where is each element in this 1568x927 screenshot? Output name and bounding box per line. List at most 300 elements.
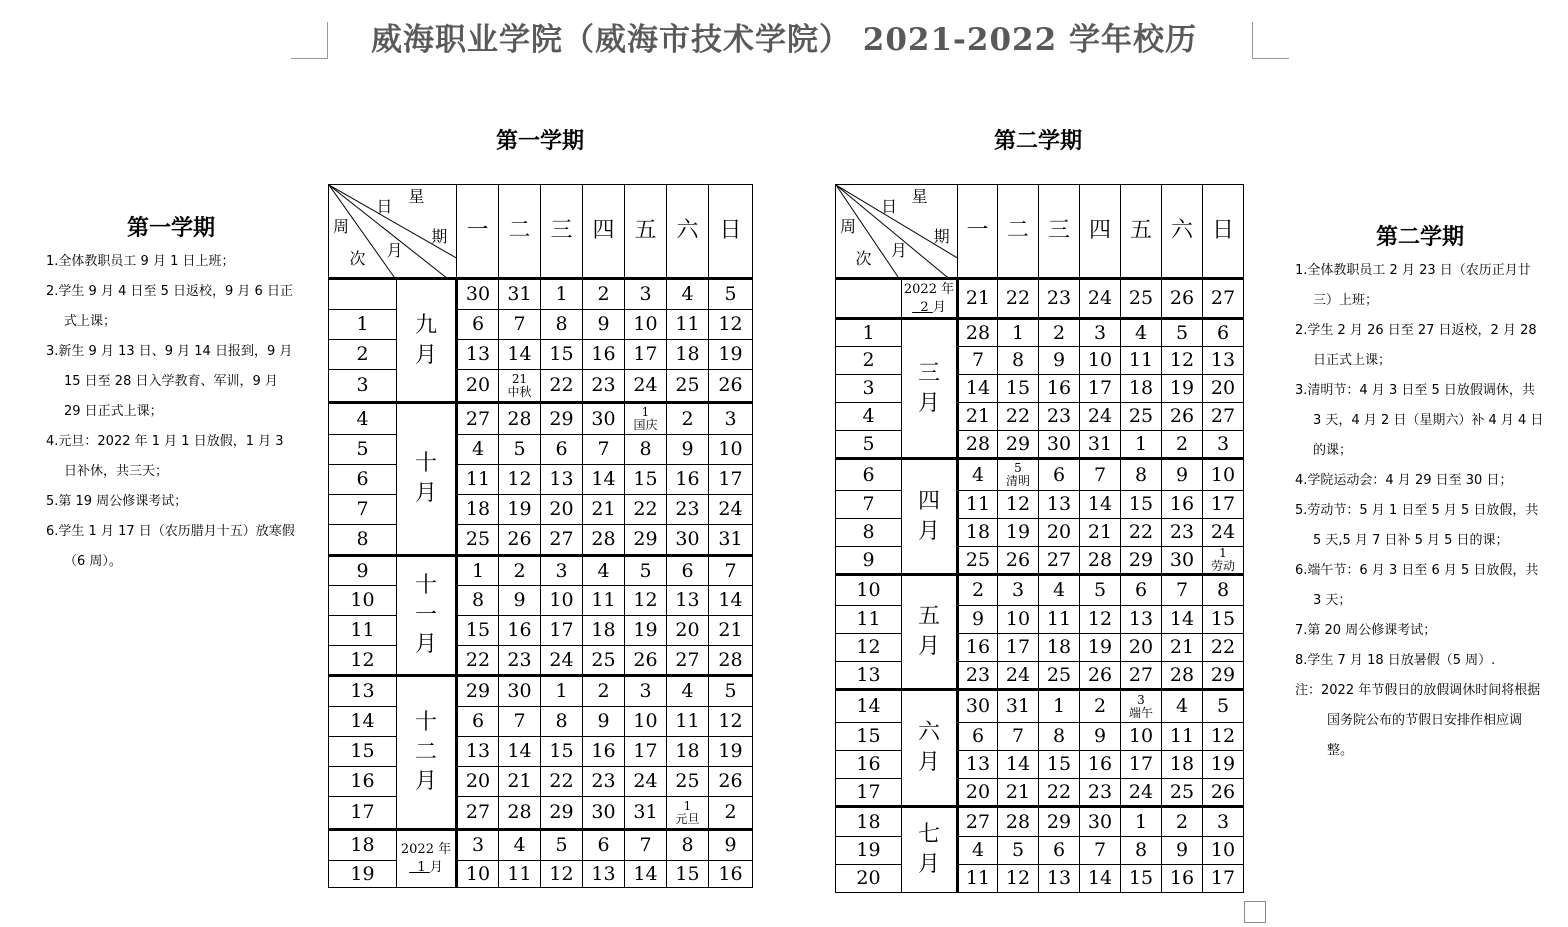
- semester-1-notes: [46, 213, 296, 577]
- table-row: [836, 837, 1244, 865]
- day-cell: 5: [499, 435, 541, 465]
- day-cell: 18: [1039, 634, 1080, 662]
- day-cell: 11: [667, 707, 709, 737]
- note-item: 4.元旦：2022 年 1 月 1 日放假，1 月 3 日补休，共三天；: [46, 434, 284, 479]
- week-number: 7: [836, 491, 902, 519]
- day-cell: 6: [457, 310, 499, 340]
- month-name: 三月: [918, 360, 941, 416]
- weekday-header: 三: [541, 185, 583, 279]
- day-cell: 31: [709, 525, 753, 556]
- table-row: [836, 575, 1244, 606]
- month-label: [902, 575, 958, 690]
- day-cell: 7: [583, 435, 625, 465]
- week-number: 17: [836, 779, 902, 807]
- table-row: [329, 676, 753, 707]
- month-label: [397, 830, 457, 888]
- week-number: 14: [836, 690, 902, 723]
- day-cell: 12: [998, 865, 1039, 893]
- table-row: [329, 797, 753, 830]
- weekday-header: 六: [1162, 185, 1203, 279]
- day-cell: 28: [998, 807, 1039, 837]
- week-number: 1: [836, 319, 902, 347]
- day-cell: 11: [457, 465, 499, 495]
- day-cell: 16: [583, 340, 625, 370]
- day-cell: 28: [583, 525, 625, 556]
- week-number: 2: [836, 347, 902, 375]
- day-cell: 6: [667, 556, 709, 586]
- day-cell: 4: [667, 676, 709, 707]
- day-cell: 3: [625, 676, 667, 707]
- day-cell: 22: [998, 403, 1039, 431]
- day-cell: 15: [541, 737, 583, 767]
- weekday-header: 六: [667, 185, 709, 279]
- day-cell: 10: [625, 707, 667, 737]
- day-cell: 26: [998, 547, 1039, 575]
- day-cell: 24: [541, 646, 583, 676]
- day-cell: 14: [499, 737, 541, 767]
- day-cell: 22: [1203, 634, 1244, 662]
- day-cell: 14: [499, 340, 541, 370]
- note-item: 6.学生 1 月 17 日（农历腊月十五）放寒假（6 周）。: [46, 524, 295, 569]
- week-number: 13: [329, 676, 397, 707]
- weekday-header: 四: [1080, 185, 1121, 279]
- day-cell: 20: [1039, 519, 1080, 547]
- day-cell: 5: [541, 830, 583, 861]
- day-cell: 10: [1080, 347, 1121, 375]
- day-cell: 19: [1203, 751, 1244, 779]
- semester-1-calendar: [328, 184, 753, 888]
- day-cell: 7: [1162, 575, 1203, 606]
- day-cell: 30: [1080, 807, 1121, 837]
- month-name: 十二月: [415, 709, 438, 795]
- day-cell: 9: [709, 830, 753, 861]
- day-cell: 2: [709, 797, 753, 830]
- weekday-header: 一: [958, 185, 998, 279]
- day-cell: 21: [1162, 634, 1203, 662]
- day-cell: 13: [958, 751, 998, 779]
- day-cell: 3: [541, 556, 583, 586]
- page-corner-marker: [1244, 901, 1266, 923]
- day-cell: 24: [1121, 779, 1162, 807]
- day-cell: 19: [709, 340, 753, 370]
- day-cell: 14: [583, 465, 625, 495]
- day-cell: 3: [998, 575, 1039, 606]
- day-cell: 8: [1203, 575, 1244, 606]
- weekday-header: 二: [998, 185, 1039, 279]
- day-cell: 19: [1162, 375, 1203, 403]
- week-number: 11: [329, 616, 397, 646]
- month-name: 七月: [918, 822, 941, 877]
- note-item: 3.新生 9 月 13 日、9 月 14 日报到，9 月 15 日至 28 日入学教育、军训，9 月 29 日正式上课；: [46, 344, 293, 419]
- day-cell: 26: [709, 767, 753, 797]
- table-row: [836, 865, 1244, 893]
- month-suffix: 月: [429, 860, 443, 875]
- weekday-header: 日: [1203, 185, 1244, 279]
- table-row: [836, 403, 1244, 431]
- day-cell: 8: [667, 830, 709, 861]
- week-number: 12: [836, 634, 902, 662]
- day-cell: 30: [583, 797, 625, 830]
- day-cell: 22: [1121, 519, 1162, 547]
- day-cell: 19: [709, 737, 753, 767]
- day-cell: 22: [457, 646, 499, 676]
- day-cell: 11: [958, 865, 998, 893]
- day-cell: 7: [709, 556, 753, 586]
- month-name: 五月: [918, 604, 941, 659]
- day-cell: 19: [625, 616, 667, 646]
- week-number: 19: [836, 837, 902, 865]
- day-cell: 31: [998, 690, 1039, 723]
- day-cell: 10: [541, 586, 583, 616]
- day-cell: 3: [457, 830, 499, 861]
- day-cell: 8: [625, 435, 667, 465]
- note-item: 3.清明节：4 月 3 日至 5 日放假调休，共 3 天，4 月 2 日（星期六）补 4 月 4 日的课；: [1295, 383, 1544, 458]
- day-cell: 17: [709, 465, 753, 495]
- week-number: 9: [836, 547, 902, 575]
- day-cell: 15: [625, 465, 667, 495]
- month-number: 2: [912, 299, 933, 315]
- note-item: 6.端午节：6 月 3 日至 6 月 5 日放假，共 3 天；: [1295, 563, 1539, 608]
- day-cell: 24: [1080, 403, 1121, 431]
- day-cell: 31: [625, 797, 667, 830]
- day-cell: 1: [1039, 690, 1080, 723]
- day-cell: 20: [1203, 375, 1244, 403]
- day-cell: 30: [667, 525, 709, 556]
- week-number: 5: [836, 431, 902, 459]
- day-cell: 14: [958, 375, 998, 403]
- holiday-name: 中秋: [507, 384, 532, 399]
- day-cell: 6: [1121, 575, 1162, 606]
- month-label: [397, 676, 457, 830]
- day-cell: [667, 797, 709, 830]
- header-label-zhou: 周: [840, 217, 857, 236]
- day-cell: 10: [625, 310, 667, 340]
- day-cell: 15: [1121, 491, 1162, 519]
- note-item: 5.劳动节：5 月 1 日至 5 月 5 日放假，共 5 天,5 月 7 日补 5 月 5 日的课；: [1295, 503, 1539, 548]
- day-cell: 24: [709, 495, 753, 525]
- day-cell: 28: [958, 431, 998, 459]
- day-cell: 11: [958, 491, 998, 519]
- week-number: 16: [329, 767, 397, 797]
- day-cell: 21: [583, 495, 625, 525]
- weekday-header: 五: [625, 185, 667, 279]
- header-label-ci: 次: [855, 249, 872, 268]
- day-cell: 7: [1080, 459, 1121, 491]
- day-cell: 13: [1121, 606, 1162, 634]
- holiday-cell: [667, 800, 708, 825]
- day-cell: 7: [998, 723, 1039, 751]
- day-cell: 1: [457, 556, 499, 586]
- table-row: [329, 279, 753, 310]
- holiday-name: 端午: [1128, 705, 1153, 720]
- day-cell: 27: [1203, 403, 1244, 431]
- day-cell: 30: [1162, 547, 1203, 575]
- day-cell: 16: [958, 634, 998, 662]
- week-number: 16: [836, 751, 902, 779]
- day-cell: 4: [667, 279, 709, 310]
- week-number: 18: [836, 807, 902, 837]
- day-cell: 1: [541, 279, 583, 310]
- day-cell: 5: [709, 676, 753, 707]
- day-cell: 18: [1162, 751, 1203, 779]
- day-cell: 11: [583, 586, 625, 616]
- day-cell: 9: [583, 310, 625, 340]
- month-label: [397, 556, 457, 676]
- week-number: 15: [329, 737, 397, 767]
- month-name: 九月: [415, 312, 438, 368]
- day-cell: 6: [1203, 319, 1244, 347]
- day-cell: 11: [499, 861, 541, 888]
- day-cell: 8: [541, 310, 583, 340]
- day-cell: 2: [1039, 319, 1080, 347]
- week-number: 15: [836, 723, 902, 751]
- day-cell: 2: [499, 556, 541, 586]
- day-cell: 4: [457, 435, 499, 465]
- day-cell: 15: [541, 340, 583, 370]
- diagonal-header-cell: [329, 185, 457, 279]
- day-cell: 20: [457, 767, 499, 797]
- holiday-date: 1: [1219, 546, 1227, 561]
- day-cell: 7: [499, 707, 541, 737]
- day-cell: 15: [1203, 606, 1244, 634]
- day-cell: 10: [1203, 459, 1244, 491]
- notes-title: 第二学期: [1375, 224, 1464, 250]
- day-cell: 18: [457, 495, 499, 525]
- day-cell: 22: [998, 279, 1039, 319]
- table-row: [836, 459, 1244, 491]
- note-item: 8.学生 7 月 18 日放暑假（5 周）.: [1295, 653, 1496, 668]
- day-cell: 7: [499, 310, 541, 340]
- day-cell: 26: [1080, 662, 1121, 690]
- weekday-header: 日: [709, 185, 753, 279]
- day-cell: 12: [1080, 606, 1121, 634]
- day-cell: 25: [667, 370, 709, 403]
- week-number: 4: [329, 403, 397, 435]
- day-cell: 10: [998, 606, 1039, 634]
- day-cell: 25: [1121, 279, 1162, 319]
- week-number: 7: [329, 495, 397, 525]
- corner-mark-left: [291, 22, 328, 59]
- day-cell: 12: [709, 707, 753, 737]
- day-cell: 30: [499, 676, 541, 707]
- day-cell: 14: [1162, 606, 1203, 634]
- day-cell: 4: [1121, 319, 1162, 347]
- day-cell: 2: [958, 575, 998, 606]
- day-cell: 12: [998, 491, 1039, 519]
- table-row: [329, 556, 753, 586]
- day-cell: 27: [541, 525, 583, 556]
- diagonal-header-cell: [836, 185, 958, 279]
- day-cell: 13: [457, 340, 499, 370]
- day-cell: 23: [583, 370, 625, 403]
- week-number: 17: [329, 797, 397, 830]
- day-cell: 3: [1080, 319, 1121, 347]
- day-cell: 8: [998, 347, 1039, 375]
- day-cell: 16: [667, 465, 709, 495]
- header-label-yue: 月: [890, 241, 907, 260]
- day-cell: 27: [1203, 279, 1244, 319]
- day-cell: 2: [1162, 431, 1203, 459]
- header-label-ri: 日: [881, 197, 898, 216]
- note-item: 2.学生 2 月 26 日至 27 日返校，2 月 28 日正式上课；: [1295, 323, 1537, 368]
- day-cell: 24: [1203, 519, 1244, 547]
- table-row: [329, 586, 753, 616]
- table-row: [836, 519, 1244, 547]
- week-number: 6: [329, 465, 397, 495]
- day-cell: 26: [499, 525, 541, 556]
- table-row: [836, 690, 1244, 723]
- day-cell: 8: [1039, 723, 1080, 751]
- table-row: [329, 737, 753, 767]
- week-number: 12: [329, 646, 397, 676]
- day-cell: 4: [1039, 575, 1080, 606]
- day-cell: [499, 370, 541, 403]
- day-cell: 13: [1039, 865, 1080, 893]
- header-label-qi: 期: [933, 227, 950, 246]
- day-cell: 8: [1121, 837, 1162, 865]
- semester-2-calendar: [835, 184, 1244, 893]
- day-cell: 13: [1203, 347, 1244, 375]
- day-cell: 29: [541, 797, 583, 830]
- day-cell: 17: [1203, 491, 1244, 519]
- day-cell: 10: [709, 435, 753, 465]
- day-cell: 7: [625, 830, 667, 861]
- day-cell: 16: [1080, 751, 1121, 779]
- day-cell: 10: [1203, 837, 1244, 865]
- day-cell: 8: [541, 707, 583, 737]
- table-row: [836, 547, 1244, 575]
- day-cell: 3: [625, 279, 667, 310]
- day-cell: 18: [667, 340, 709, 370]
- day-cell: 17: [1080, 375, 1121, 403]
- day-cell: 29: [457, 676, 499, 707]
- day-cell: 24: [1080, 279, 1121, 319]
- table-row: [836, 319, 1244, 347]
- day-cell: 27: [457, 797, 499, 830]
- day-cell: 5: [709, 279, 753, 310]
- table-row: [329, 830, 753, 861]
- day-cell: [1203, 547, 1244, 575]
- day-cell: 23: [583, 767, 625, 797]
- day-cell: 13: [667, 586, 709, 616]
- day-cell: 28: [1080, 547, 1121, 575]
- day-cell: 18: [958, 519, 998, 547]
- day-cell: [998, 459, 1039, 491]
- header-label-ri: 日: [376, 197, 393, 216]
- day-cell: 29: [625, 525, 667, 556]
- month-name: 四月: [918, 488, 941, 544]
- day-cell: 23: [1080, 779, 1121, 807]
- day-cell: 28: [709, 646, 753, 676]
- holiday-cell: [625, 406, 666, 431]
- day-cell: 21: [709, 616, 753, 646]
- month-label: [902, 279, 958, 319]
- note-item: 7.第 20 周公修课考试；: [1295, 623, 1437, 638]
- day-cell: 14: [1080, 865, 1121, 893]
- day-cell: 5: [998, 837, 1039, 865]
- day-cell: 28: [499, 797, 541, 830]
- day-cell: 15: [457, 616, 499, 646]
- week-number: 8: [836, 519, 902, 547]
- day-cell: 26: [709, 370, 753, 403]
- day-cell: 9: [1080, 723, 1121, 751]
- day-cell: 21: [499, 767, 541, 797]
- day-cell: 9: [1162, 837, 1203, 865]
- day-cell: 5: [1162, 319, 1203, 347]
- week-number: 1: [329, 310, 397, 340]
- table-row: [329, 767, 753, 797]
- table-row: [836, 375, 1244, 403]
- note-item: 2.学生 9 月 4 日至 5 日返校，9 月 6 日正式上课；: [46, 284, 293, 329]
- day-cell: 17: [625, 340, 667, 370]
- day-cell: 8: [1121, 459, 1162, 491]
- note-item: 5.第 19 周公修课考试；: [46, 494, 188, 509]
- week-number: 8: [329, 525, 397, 556]
- day-cell: 1: [1121, 431, 1162, 459]
- week-number: 5: [329, 435, 397, 465]
- weekday-header: 二: [499, 185, 541, 279]
- day-cell: 18: [667, 737, 709, 767]
- day-cell: 22: [625, 495, 667, 525]
- day-cell: 16: [499, 616, 541, 646]
- month-label: [397, 279, 457, 403]
- day-cell: 2: [583, 676, 625, 707]
- note-item: 1.全体教职员工 2 月 23 日（农历正月廿三）上班；: [1295, 263, 1531, 308]
- day-cell: 1: [541, 676, 583, 707]
- day-cell: 24: [998, 662, 1039, 690]
- day-cell: 7: [1080, 837, 1121, 865]
- day-cell: 17: [1121, 751, 1162, 779]
- week-number: [836, 279, 902, 319]
- day-cell: 26: [1162, 403, 1203, 431]
- day-cell: 25: [958, 547, 998, 575]
- day-cell: 11: [1121, 347, 1162, 375]
- day-cell: 8: [457, 586, 499, 616]
- day-cell: 4: [499, 830, 541, 861]
- month-name: 十月: [415, 451, 438, 506]
- month-label: [902, 807, 958, 893]
- holiday-name: 劳动: [1210, 559, 1235, 573]
- week-number: 20: [836, 865, 902, 893]
- day-cell: 28: [499, 403, 541, 435]
- day-cell: 14: [1080, 491, 1121, 519]
- semester-2-notes: [1295, 222, 1545, 766]
- day-cell: 1: [1121, 807, 1162, 837]
- week-number: 9: [329, 556, 397, 586]
- holiday-date: 3: [1137, 692, 1145, 707]
- day-cell: 28: [1162, 662, 1203, 690]
- day-cell: 23: [1162, 519, 1203, 547]
- day-cell: 12: [499, 465, 541, 495]
- day-cell: 20: [457, 370, 499, 403]
- day-cell: 12: [625, 586, 667, 616]
- day-cell: 27: [1039, 547, 1080, 575]
- day-cell: 15: [667, 861, 709, 888]
- day-cell: [1121, 690, 1162, 723]
- day-cell: 4: [1162, 690, 1203, 723]
- day-cell: 9: [958, 606, 998, 634]
- month-name: 十一月: [415, 572, 438, 658]
- week-number: 3: [836, 375, 902, 403]
- day-cell: 29: [998, 431, 1039, 459]
- day-cell: 27: [457, 403, 499, 435]
- table-row: [329, 707, 753, 737]
- day-cell: 5: [625, 556, 667, 586]
- day-cell: 11: [667, 310, 709, 340]
- weekday-header: 三: [1039, 185, 1080, 279]
- day-cell: 20: [1121, 634, 1162, 662]
- table-row: [329, 310, 753, 340]
